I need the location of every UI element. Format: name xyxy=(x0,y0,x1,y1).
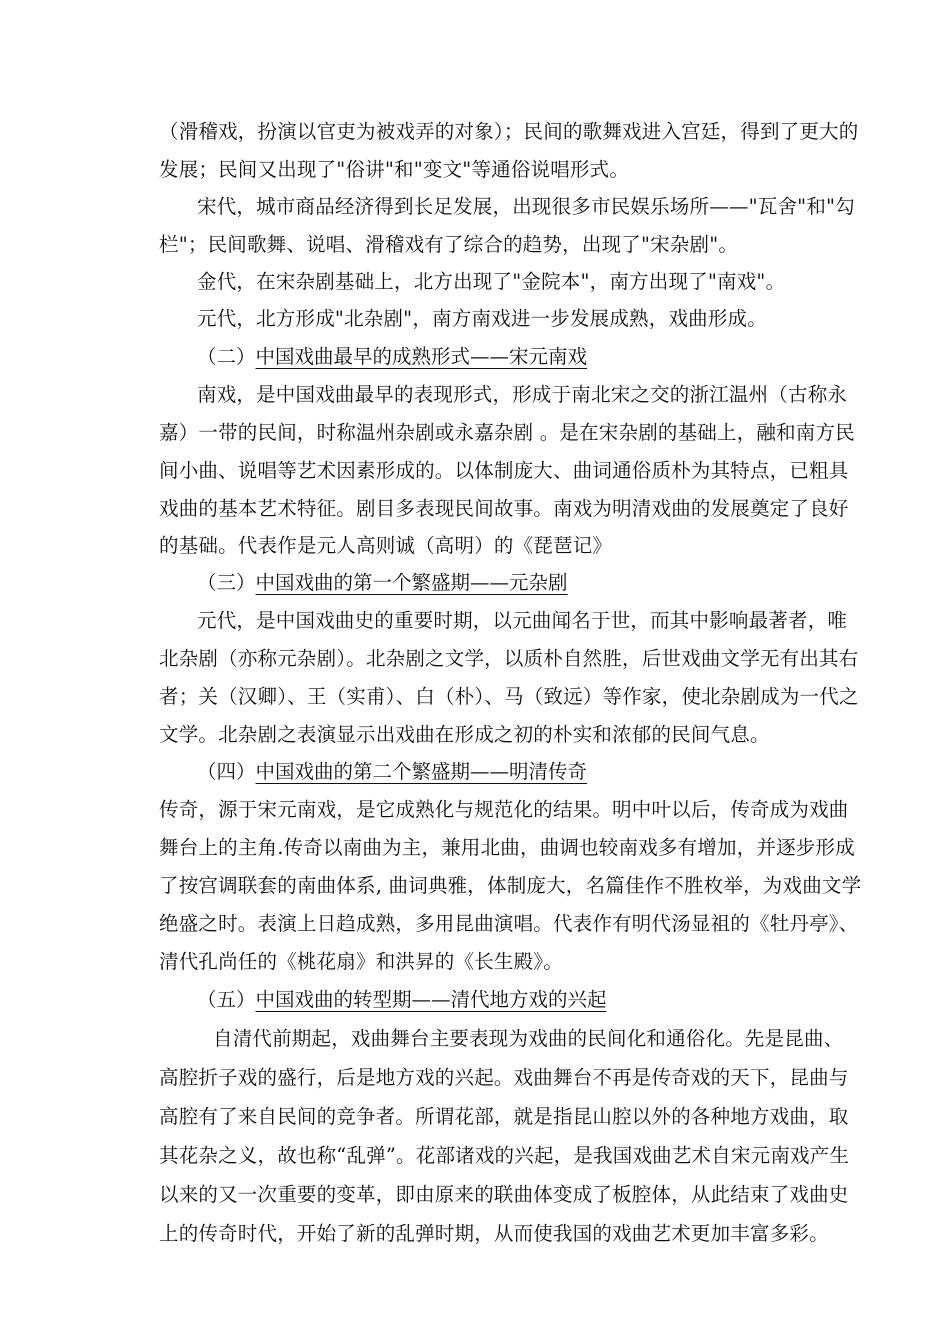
paragraph-line: 传奇，源于宋元南戏，是它成熟化与规范化的结果。明中叶以后，传奇成为戏曲 xyxy=(159,798,849,821)
paragraph-line: 元代，是中国戏曲史的重要时期，以元曲闻名于世，而其中影响最著者，唯 xyxy=(197,609,848,632)
paragraph-line: 发展；民间又出现了"俗讲"和"变文"等通俗说唱形式。 xyxy=(159,158,630,181)
paragraph-line: 以来的又一次重要的变革，即由原来的联曲体变成了板腔体，从此结束了戏曲史 xyxy=(159,1183,849,1206)
section-heading xyxy=(197,754,587,790)
paragraph-line: 清代孔尚任的《桃花扇》和洪昇的《长生殿》。 xyxy=(159,950,563,973)
paragraph-line: 元代，北方形成"北杂剧"，南方南戏进一步发展成熟，戏曲形成。 xyxy=(197,307,767,330)
paragraph-line: 戏曲的基本艺术特征。剧目多表现民间故事。南戏为明清戏曲的发展奠定了良好 xyxy=(159,497,849,520)
section-title: 中国戏曲的第二个繁盛期——明清传奇 xyxy=(255,760,588,783)
section-heading xyxy=(197,339,587,375)
paragraph-line: 文学。北杂剧之表演显示出戏曲在形成之初的朴实和浓郁的民间气息。 xyxy=(159,723,770,746)
paragraph-line: （滑稽戏，扮演以官吏为被戏弄的对象）；民间的歌舞戏进入宫廷，得到了更大的 xyxy=(159,120,859,143)
section-heading xyxy=(197,982,607,1018)
section-number: （四） xyxy=(197,760,256,783)
paragraph-line: 者；关（汉卿）、王（实甫）、白（朴）、马（致远）等作家，使北杂剧成为一代之 xyxy=(159,685,859,708)
section-heading xyxy=(197,565,568,601)
paragraph-line: 宋代，城市商品经济得到长足发展，出现很多市民娱乐场所——"瓦舍"和"勾 xyxy=(197,195,855,218)
paragraph-line: 自清代前期起，戏曲舞台主要表现为戏曲的民间化和通俗化。先是昆曲、 xyxy=(213,1027,844,1050)
paragraph-line: 的基础。代表作是元人高则诚（高明）的《琵琶记》 xyxy=(159,534,613,557)
paragraph-line: 金代，在宋杂剧基础上，北方出现了"金院本"，南方出现了"南戏"。 xyxy=(197,270,786,293)
section-number: （三） xyxy=(197,571,256,594)
paragraph-line: 南戏，是中国戏曲最早的表现形式，形成于南北宋之交的浙江温州（古称永 xyxy=(197,383,848,406)
paragraph-line: 间小曲、说唱等艺术因素形成的。以体制庞大、曲词通俗质朴为其特点，已粗具 xyxy=(159,459,849,482)
paragraph-line: 上的传奇时代，开始了新的乱弹时期，从而使我国的戏曲艺术更加丰富多彩。 xyxy=(159,1222,829,1245)
paragraph-line: 绝盛之时。表演上日趋成熟，多用昆曲演唱。代表作有明代汤显祖的《牡丹亭》、 xyxy=(159,912,859,935)
section-number: （二） xyxy=(197,345,256,368)
paragraph-line: 嘉）一带的民间，时称温州杂剧或永嘉杂剧 。是在宋杂剧的基础上，融和南方民 xyxy=(159,421,855,444)
section-title: 中国戏曲最早的成熟形式——宋元南戏 xyxy=(255,345,588,368)
paragraph-line: 栏"；民间歌舞、说唱、滑稽戏有了综合的趋势，出现了"宋杂剧"。 xyxy=(159,233,739,256)
paragraph-line: 高腔有了来自民间的竞争者。所谓花部，就是指昆山腔以外的各种地方戏曲，取 xyxy=(159,1105,849,1128)
section-title: 中国戏曲的第一个繁盛期——元杂剧 xyxy=(255,571,568,594)
section-number: （五） xyxy=(197,988,256,1011)
paragraph-line: 了按宫调联套的南曲体系, 曲词典雅，体制庞大，名篇佳作不胜枚举，为戏曲文学 xyxy=(159,874,862,897)
paragraph-line: 其花杂之义，故也称“乱弹”。花部诸戏的兴起，是我国戏曲艺术自宋元南戏产生 xyxy=(159,1144,850,1167)
paragraph-line: 北杂剧（亦称元杂剧）。北杂剧之文学，以质朴自然胜，后世戏曲文学无有出其右 xyxy=(159,647,859,670)
paragraph-line: 舞台上的主角.传奇以南曲为主，兼用北曲，曲调也较南戏多有增加，并逐步形成 xyxy=(159,836,855,859)
section-title: 中国戏曲的转型期——清代地方戏的兴起 xyxy=(255,988,607,1011)
paragraph-line: 高腔折子戏的盛行，后是地方戏的兴起。戏曲舞台不再是传奇戏的天下，昆曲与 xyxy=(159,1066,849,1089)
